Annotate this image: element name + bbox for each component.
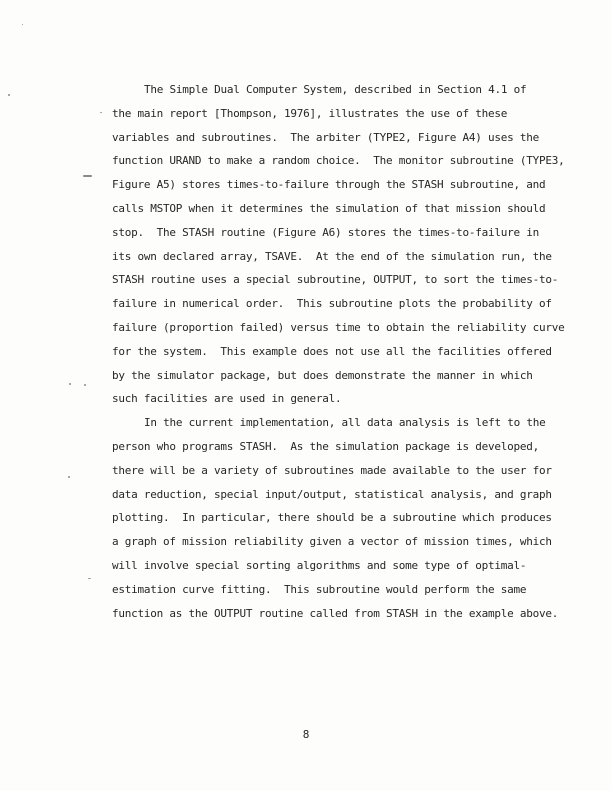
paragraph-1-line-7: stop. The STASH routine (Figure A6) stores the times-to-failure in — [112, 225, 539, 239]
paragraph-1-line-4: function URAND to make a random choice. The monitor subroutine (TYPE3, — [112, 154, 565, 168]
paragraph-2-line-7: will involve special sorting algorithms and some type of optimal- — [112, 558, 527, 572]
paragraph-1-line-8: its own declared array, TSAVE. At the end of the simulation run, the — [112, 249, 552, 263]
paragraph-1-line-1: The Simple Dual Computer System, described in Section 4.1 of — [144, 83, 527, 96]
paragraph-1-line-14: such facilities are used in general. — [112, 392, 342, 406]
scan-speck — [88, 578, 91, 579]
paragraph-2-line-1: In the current implementation, all data analysis is left to the — [144, 416, 546, 430]
paragraph-2-line-5: plotting. In particular, there should be a subroutine which produces — [112, 511, 552, 525]
paragraph-2-line-2: person who programs STASH. As the simulation package is developed, — [112, 439, 539, 453]
paragraph-1-line-13: by the simulator package, but does demonstrate the manner in which — [112, 368, 533, 382]
scan-speck — [84, 384, 86, 386]
paragraph-2-line-9: function as the OUTPUT routine called from STASH in the example above. — [112, 606, 559, 620]
paragraph-2-line-8: estimation curve fitting. This subroutine would perform the same — [112, 582, 527, 596]
paragraph-1-line-2: the main report [Thompson, 1976], illustrates the use of these — [112, 106, 508, 120]
scan-speck — [68, 476, 70, 478]
page-number: 8 — [302, 728, 310, 741]
paragraph-1-line-12: for the system. This example does not use all the facilities offered — [112, 344, 552, 358]
paragraph-1-line-3: variables and subroutines. The arbiter (TYPE2, Figure A4) uses the — [112, 130, 539, 144]
paragraph-1-line-10: failure in numerical order. This subroutine plots the probability of — [112, 297, 552, 311]
scan-speck — [69, 383, 71, 385]
paragraph-2-line-6: a graph of mission reliability given a vector of mission times, which — [112, 535, 552, 549]
scan-speck — [100, 112, 102, 113]
scan-speck — [8, 94, 10, 96]
scan-speck — [22, 24, 23, 25]
scan-speck — [83, 175, 92, 177]
paragraph-2-line-4: data reduction, special input/output, statistical analysis, and graph — [112, 487, 552, 501]
paragraph-2-line-3: there will be a variety of subroutines made available to the user for — [112, 463, 552, 477]
body-text — [112, 78, 565, 625]
paragraph-1-line-6: calls MSTOP when it determines the simulation of that mission should — [112, 201, 546, 215]
paragraph-1-line-9: STASH routine uses a special subroutine, OUTPUT, to sort the times-to- — [112, 273, 559, 287]
paragraph-1-line-11: failure (proportion failed) versus time to obtain the reliability curve — [112, 320, 565, 334]
paragraph-1-line-5: Figure A5) stores times-to-failure through the STASH subroutine, and — [112, 178, 546, 192]
